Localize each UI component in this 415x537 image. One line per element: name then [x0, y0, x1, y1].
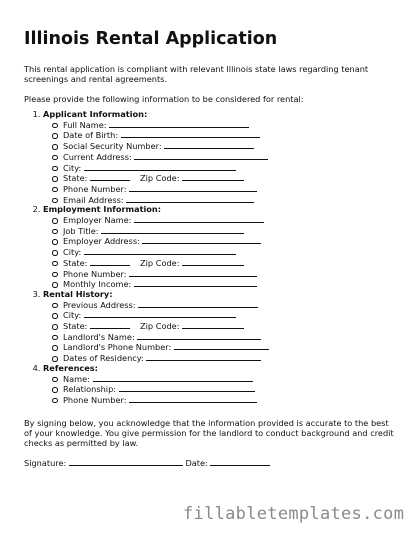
section-references: [43, 364, 396, 406]
field-city: [63, 247, 396, 258]
field-state-zip: [63, 321, 396, 332]
job-title-blank[interactable]: [101, 226, 244, 234]
field-date-of-birth: [63, 130, 396, 141]
field-email-address: [63, 195, 396, 206]
field-dates-of-residency: [63, 353, 396, 364]
city-blank[interactable]: [84, 310, 236, 318]
field-label: Employer Name:: [63, 215, 132, 226]
full-name-blank[interactable]: [109, 120, 249, 128]
field-relationship: [63, 384, 396, 395]
field-label: Relationship:: [63, 384, 117, 395]
field-list: [43, 120, 396, 206]
field-reference-phone: [63, 395, 396, 406]
watermark: fillabletemplates.com: [183, 504, 405, 524]
field-label: City:: [63, 162, 82, 173]
city-blank[interactable]: [84, 247, 236, 255]
section-applicant-information: [43, 110, 396, 205]
field-phone-number: [63, 269, 396, 280]
employer-address-blank[interactable]: [142, 236, 261, 244]
dates-of-residency-blank[interactable]: [146, 353, 261, 361]
field-employer-name: [63, 215, 396, 226]
date-of-birth-blank[interactable]: [121, 130, 260, 138]
landlords-phone-blank[interactable]: [174, 342, 269, 350]
phone-number-blank[interactable]: [129, 269, 257, 277]
field-label: City:: [63, 247, 82, 258]
field-state-zip: [63, 258, 396, 269]
field-label: Zip Code:: [140, 257, 180, 268]
employer-name-blank[interactable]: [134, 215, 264, 223]
zip-code-blank[interactable]: [182, 321, 244, 329]
field-city: [63, 310, 396, 321]
field-phone-number: [63, 184, 396, 195]
document-page: [24, 28, 396, 468]
field-employer-address: [63, 236, 396, 247]
ssn-blank[interactable]: [164, 141, 254, 149]
acknowledgement-paragraph: By signing below, you acknowledge that the information provided is accurate to the best of your knowledge. You give permission for the landlord to conduct background and credit checks as permitted by law.: [24, 417, 394, 448]
email-address-blank[interactable]: [126, 195, 254, 203]
field-landlords-phone: [63, 342, 396, 353]
reference-name-blank[interactable]: [93, 374, 253, 382]
phone-number-blank[interactable]: [129, 184, 257, 192]
current-address-blank[interactable]: [134, 152, 268, 160]
sections-list: [24, 110, 396, 406]
zip-code-blank[interactable]: [182, 258, 244, 266]
state-blank[interactable]: [90, 173, 130, 181]
field-ssn: [63, 141, 396, 152]
field-list: [43, 215, 396, 290]
signature-blank[interactable]: [69, 458, 183, 466]
date-blank[interactable]: [210, 458, 270, 466]
signature-line: [24, 458, 396, 468]
previous-address-blank[interactable]: [138, 300, 258, 308]
field-current-address: [63, 152, 396, 163]
monthly-income-blank[interactable]: [134, 279, 257, 287]
section-title: References:: [43, 362, 98, 373]
state-blank[interactable]: [90, 321, 130, 329]
field-label: Employer Address:: [63, 236, 140, 247]
section-title: Applicant Information:: [43, 109, 148, 119]
field-landlords-name: [63, 332, 396, 343]
field-label: Monthly Income:: [63, 279, 132, 290]
field-label: Date of Birth:: [63, 130, 119, 141]
signature-label: Signature:: [24, 457, 67, 468]
field-label: Name:: [63, 373, 90, 384]
section-rental-history: [43, 290, 396, 364]
section-title: Employment Information:: [43, 204, 162, 215]
field-list: [43, 300, 396, 364]
field-label: State:: [63, 321, 88, 332]
field-label: Dates of Residency:: [63, 353, 144, 364]
field-label: Phone Number:: [63, 183, 127, 194]
section-title: Rental History:: [43, 288, 113, 299]
field-label: City:: [63, 310, 82, 321]
zip-code-blank[interactable]: [182, 173, 244, 181]
field-label: Zip Code:: [140, 321, 180, 332]
field-label: Full Name:: [63, 119, 107, 130]
field-label: Current Address:: [63, 151, 132, 162]
field-label: Previous Address:: [63, 299, 136, 310]
field-state-zip: [63, 173, 396, 184]
field-label: Landlord's Phone Number:: [63, 342, 172, 353]
field-monthly-income: [63, 279, 396, 290]
document-title: Illinois Rental Application: [24, 29, 278, 49]
field-label: State:: [63, 257, 88, 268]
field-job-title: [63, 226, 396, 237]
relationship-blank[interactable]: [119, 384, 255, 392]
field-label: Email Address:: [63, 194, 124, 205]
landlords-name-blank[interactable]: [137, 332, 261, 340]
date-label: Date:: [185, 457, 208, 468]
reference-phone-blank[interactable]: [129, 395, 257, 403]
section-employment-information: [43, 205, 396, 290]
intro-paragraph: This rental application is compliant with relevant Illinois state laws regarding tenant screenings and rental agreements.: [24, 64, 369, 84]
city-blank[interactable]: [84, 163, 236, 171]
field-label: Job Title:: [63, 225, 99, 236]
field-label: Landlord's Name:: [63, 331, 135, 342]
state-blank[interactable]: [90, 258, 130, 266]
lead-paragraph: Please provide the following information to be considered for rental:: [24, 94, 304, 104]
field-label: Zip Code:: [140, 173, 180, 184]
field-city: [63, 163, 396, 174]
field-label: Phone Number:: [63, 268, 127, 279]
field-label: Social Security Number:: [63, 141, 162, 152]
field-label: Phone Number:: [63, 394, 127, 405]
field-label: State:: [63, 173, 88, 184]
field-list: [43, 374, 396, 406]
field-previous-address: [63, 300, 396, 311]
field-full-name: [63, 120, 396, 131]
field-reference-name: [63, 374, 396, 385]
